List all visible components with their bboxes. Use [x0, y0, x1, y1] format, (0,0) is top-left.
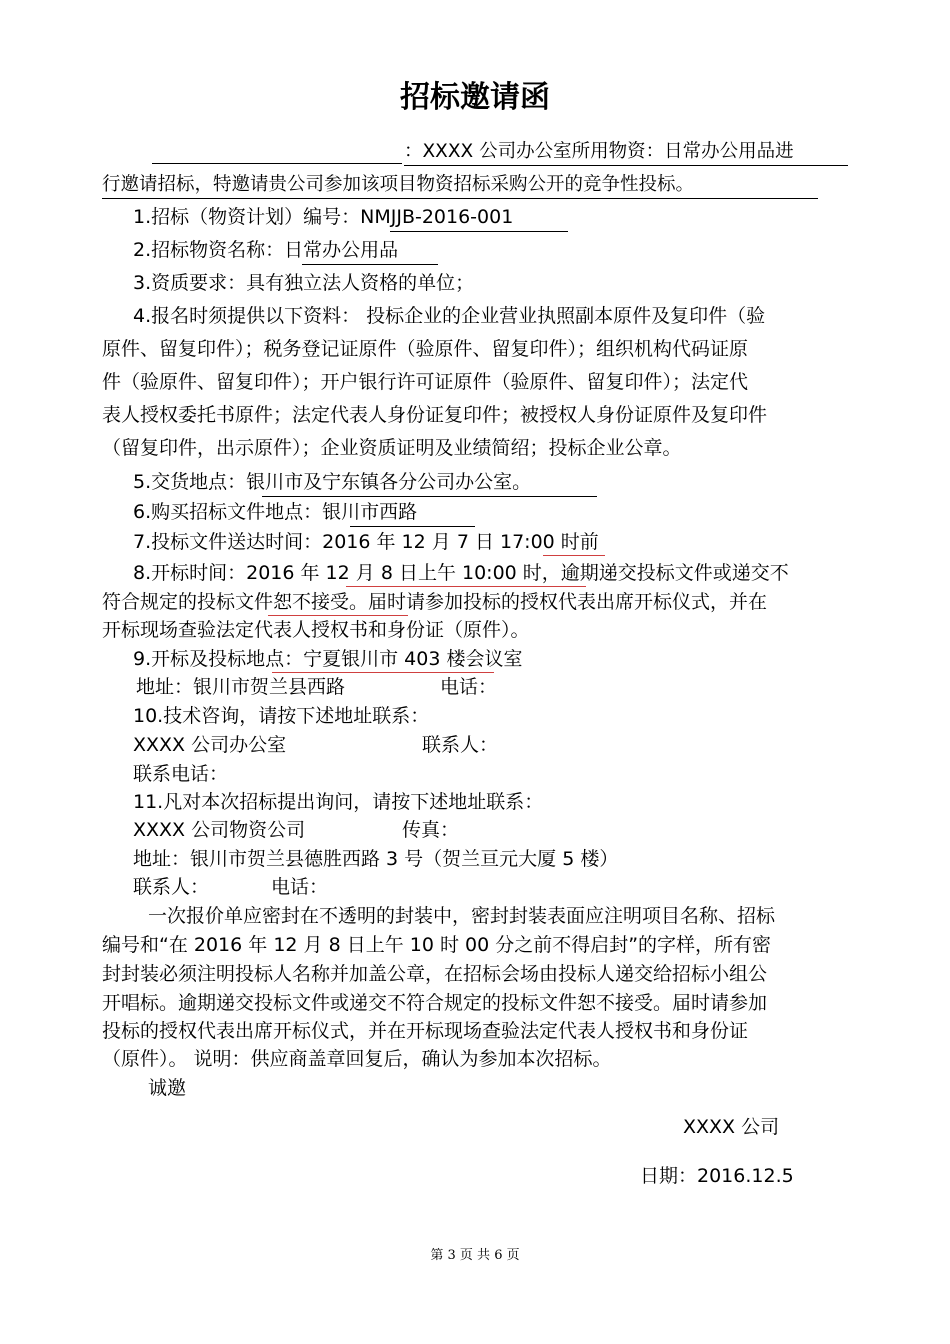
item-10-contact: 联系人： — [422, 734, 499, 756]
closing-line-6: （原件）。 说明：供应商盖章回复后，确认为参加本次招标。 — [102, 1048, 612, 1070]
page-title: 招标邀请函 — [400, 80, 550, 115]
item-8-red-underline-1 — [346, 586, 586, 587]
closing-line-5: 投标的授权代表出席开标仪式，并在开标现场查验法定代表人授权书和身份证 — [102, 1020, 749, 1042]
closing-line-1: 一次报价单应密封在不透明的封装中，密封封装表面应注明项目名称、招标 — [148, 905, 776, 927]
intro-line-1: ：XXXX 公司办公室所用物资：日常办公用品进 — [404, 141, 794, 162]
item-8-line-1: 8.开标时间：2016 年 12 月 8 日上午 10:00 时，逾期递交投标文件或递交不 — [133, 562, 789, 584]
item-2-underline — [302, 264, 438, 265]
item-6-purchase-location: 6.购买招标文件地点：银川市西路 — [133, 501, 418, 523]
item-7-submission-time: 7.投标文件送达时间：2016 年 12 月 7 日 17:00 时前 — [133, 531, 599, 553]
intro-underline-2 — [102, 198, 818, 199]
item-7-red-underline — [543, 555, 605, 556]
item-1-underline — [390, 231, 568, 232]
closing-line-3: 封封装必须注明投标人名称并加盖公章，在招标会场由投标人递交给招标小组公 — [102, 963, 768, 985]
item-4-line-4: 表人授权委托书原件；法定代表人身份证复印件；被授权人身份证原件及复印件 — [102, 404, 768, 426]
page-footer — [0, 1247, 950, 1265]
item-4-line-2: 原件、留复印件）；税务登记证原件（验原件、留复印件）；组织机构代码证原 — [102, 338, 749, 360]
item-10-phone: 联系电话： — [133, 763, 229, 785]
blank-recipient-underline — [152, 163, 402, 164]
item-9-phone: 电话： — [440, 676, 498, 698]
signature-company: XXXX 公司 — [683, 1116, 780, 1138]
item-9-red-underline — [272, 672, 494, 673]
item-9-venue: 9.开标及投标地点：宁夏银川市 403 楼会议室 — [133, 648, 523, 670]
intro-line-2: 行邀请招标，特邀请贵公司参加该项目物资招标采购公开的竞争性投标。 — [102, 174, 695, 195]
item-9-address: 地址：银川市贺兰县西路 — [136, 676, 346, 698]
item-11-phone: 电话： — [271, 876, 329, 898]
signature-date: 日期：2016.12.5 — [640, 1165, 794, 1187]
item-8-line-3: 开标现场查验法定代表人授权书和身份证（原件）。 — [102, 619, 530, 641]
closing-line-2: 编号和“在 2016 年 12 月 8 日上午 10 时 00 分之前不得启封”的字样，所有密 — [102, 934, 772, 956]
closing-invite: 诚邀 — [148, 1077, 187, 1099]
intro-underline-1 — [404, 165, 848, 166]
page-number-text: 第 3 页 共 6 页 — [430, 1248, 520, 1263]
item-8-line-2: 符合规定的投标文件恕不接受。届时请参加投标的授权代表出席开标仪式，并在 — [102, 591, 768, 613]
item-10-org: XXXX 公司办公室 — [133, 734, 287, 756]
item-11-address: 地址：银川市贺兰县德胜西路 3 号（贺兰亘元大厦 5 楼） — [133, 848, 619, 870]
closing-line-4: 开唱标。逾期递交投标文件或递交不符合规定的投标文件恕不接受。届时请参加 — [102, 992, 768, 1014]
item-11-org: XXXX 公司物资公司 — [133, 819, 306, 841]
item-10-tech-consult: 10.技术咨询，请按下述地址联系： — [133, 705, 430, 727]
item-4-line-3: 件（验原件、留复印件）；开户银行许可证原件（验原件、留复印件）；法定代 — [102, 371, 749, 393]
item-11-contact: 联系人： — [133, 876, 210, 898]
item-11-inquiry: 11.凡对本次招标提出询问，请按下述地址联系： — [133, 791, 544, 813]
item-1-tender-number: 1.招标（物资计划）编号：NMJJB-2016-001 — [133, 206, 514, 228]
item-2-material-name: 2.招标物资名称：日常办公用品 — [133, 239, 399, 261]
item-8-red-underline-2 — [268, 615, 408, 616]
item-4-line-5: （留复印件，出示原件）；企业资质证明及业绩简绍；投标企业公章。 — [102, 437, 682, 459]
item-5-underline — [262, 496, 597, 497]
item-4-line-1: 4.报名时须提供以下资料： 投标企业的企业营业执照副本原件及复印件（验 — [133, 305, 766, 327]
item-5-delivery-location: 5.交货地点：银川市及宁东镇各分公司办公室。 — [133, 471, 532, 493]
item-6-underline — [350, 526, 475, 527]
item-11-fax: 传真： — [402, 819, 460, 841]
item-3-qualification: 3.资质要求：具有独立法人资格的单位； — [133, 272, 475, 294]
